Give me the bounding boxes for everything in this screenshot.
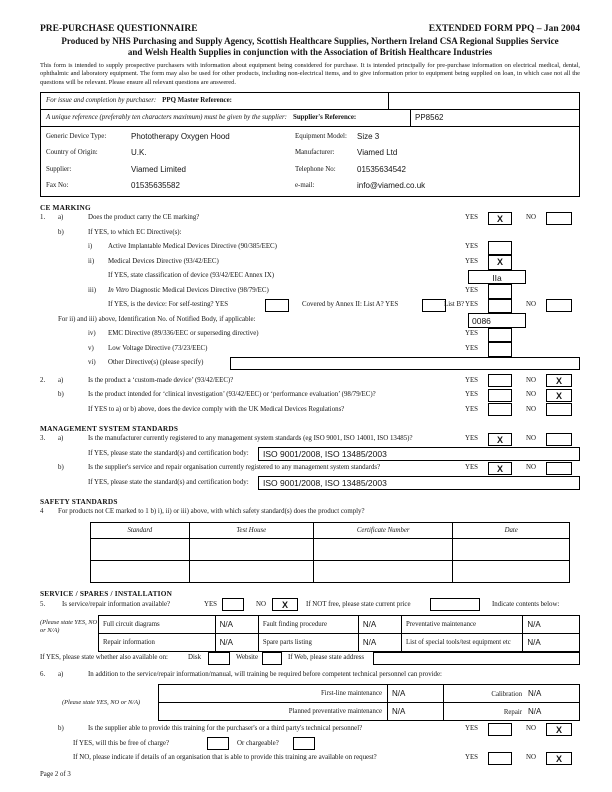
directive-ii-yes-checkbox[interactable]: X (488, 255, 512, 270)
q1a-text: Does the product carry the CE marking? (88, 214, 200, 222)
standard-cell[interactable] (91, 539, 190, 561)
spare-parts-value[interactable]: N/A (358, 633, 401, 651)
certificate-cell[interactable] (314, 539, 453, 561)
calibration-label: Calibration (491, 690, 522, 698)
q1a-no-checkbox[interactable] (546, 212, 572, 225)
telephone-label: Telephone No: (295, 165, 336, 173)
q5-text: Is service/repair information available? (62, 600, 171, 608)
free-of-charge-checkbox[interactable] (207, 737, 229, 750)
q5-contents-label: Indicate contents below: (492, 600, 560, 608)
standard-cell[interactable] (91, 561, 190, 583)
manufacturer-label: Manufacturer: (295, 149, 335, 157)
section-safety-standards: SAFETY STANDARDS (40, 496, 118, 506)
disk-checkbox[interactable] (208, 652, 230, 665)
repair-information-label: Repair information (99, 633, 216, 651)
question-1b: b) If YES, to which EC Directive(s): (58, 228, 182, 236)
classification-input[interactable]: IIa (468, 270, 526, 285)
telephone-value[interactable]: 01535634542 (357, 164, 406, 174)
q6a-text: In addition to the service/repair information/manual, will training be required before competent technical personnel can provide: (88, 670, 442, 678)
annex-lista-yes-checkbox[interactable] (422, 299, 446, 312)
special-tools-value[interactable]: N/A (523, 633, 580, 651)
question-1a: 1. a) Does the product carry the CE marking? YES X NO (40, 212, 580, 227)
ivd-detail-row: If YES, is the device: For self-testing? YES Covered by Annex II: List A? YES List B? YES NO (40, 299, 580, 314)
q6b-request-row: If NO, please indicate if details of an organisation that is able to provide this training are available on request? YES NO X (40, 752, 580, 767)
web-address-input[interactable] (373, 652, 580, 666)
preventative-maintenance-label: Preventative maintenance (402, 615, 523, 633)
directive-v-text: Low Voltage Directive (73/23/EEC) (108, 344, 208, 352)
question-5: 5. Is service/repair information available? YES NO X If NOT free, please state current price Indicate contents below: (40, 600, 560, 611)
q2b-yes-checkbox[interactable] (488, 389, 512, 402)
equipment-model-label: Equipment Model: (295, 132, 347, 140)
section-service-spares: SERVICE / SPARES / INSTALLATION (40, 589, 173, 599)
website-checkbox[interactable] (262, 652, 282, 665)
directive-v-yes-checkbox[interactable] (488, 342, 512, 357)
notified-body-row (40, 313, 580, 328)
directive-iii-text: In Vitro Diagnostic Medical Devices Directive (98/79/EC) (108, 286, 269, 294)
supplier-label: Supplier: (46, 165, 72, 173)
directive-v: v) Low Voltage Directive (73/23/EEC) YES (40, 342, 580, 357)
safety-table-header (91, 523, 570, 539)
q2a-no-checkbox[interactable]: X (546, 374, 572, 387)
directive-ii: ii) Medical Devices Directive (93/42/EEC) YES X (40, 255, 580, 270)
fax-value[interactable]: 01535635582 (131, 181, 180, 191)
notified-body-input[interactable]: 0086 (468, 313, 526, 328)
section-management-standards: MANAGEMENT SYSTEM STANDARDS (40, 423, 179, 433)
form-edition: EXTENDED FORM PPQ – Jan 2004 (428, 24, 580, 34)
generic-device-type-value[interactable]: Phototherapy Oxygen Hood (131, 131, 230, 141)
test-house-cell[interactable] (189, 561, 313, 583)
q3a-standards-row (40, 447, 580, 462)
email-label: e-mail: (295, 182, 315, 190)
email-value[interactable]: info@viamed.co.uk (357, 181, 426, 191)
question-3b: b) Is the supplier's service and repair organisation currently registered to any management system standards? YES X NO (40, 462, 580, 477)
device-info-table (40, 92, 580, 197)
col-certificate-number: Certificate Number (314, 523, 453, 539)
q5-yes-checkbox[interactable] (222, 598, 244, 611)
form-subtitle: Produced by NHS Purchasing and Supply Agency, Scottish Healthcare Supplies, Northern Ireland CSA Regional Supplies Service and Welsh Health Supplies in conjunction with the Association of British Healthcare Industries (61, 36, 559, 57)
q5-note: (Please state YES, NO or N/A) (40, 618, 98, 634)
ppq-master-label: PPQ Master Reference: (162, 97, 232, 105)
calibration-value[interactable]: N/A (528, 688, 542, 698)
free-of-charge-label: If YES, will this be free of charge? (73, 739, 170, 747)
first-line-maintenance-label: First-line maintenance (159, 684, 388, 702)
service-info-grid (40, 615, 580, 652)
directive-iii: iii) In Vitro Diagnostic Medical Devices Directive (98/79/EC) YES (40, 284, 580, 299)
question-2c: If YES to a) or b) above, does the device comply with the UK Medical Devices Regulations? YES NO (40, 403, 580, 418)
safety-table-row (91, 539, 570, 561)
directive-vi: vi) Other Directive(s) (please specify) (40, 357, 580, 372)
training-request-yes-checkbox[interactable] (488, 752, 512, 765)
q6b-charge-row (40, 737, 580, 752)
spare-parts-label: Spare parts listing (258, 633, 358, 651)
header (40, 24, 580, 34)
question-4: 4 For products not CE marked to 1 b) i), ii) or iii) above, with which safety standard(s) does the product comply? (40, 508, 365, 516)
annex-ii-text: Covered by Annex II: List A? YES (302, 301, 399, 309)
section-ce-marking: CE MARKING (40, 202, 91, 212)
disk-label: Disk (188, 654, 202, 662)
q1a-yes-checkbox[interactable]: X (488, 212, 512, 225)
q3a-standards-text: If YES, please state the standard(s) and certification body: (88, 449, 249, 457)
q6a-note: (Please state YES, NO or N/A) (62, 698, 141, 706)
planned-maintenance-label: Planned preventative maintenance (159, 702, 388, 720)
classification-row (40, 270, 580, 285)
training-grid (40, 684, 580, 721)
first-line-maintenance-value[interactable]: N/A (388, 684, 444, 702)
q2c-yes-checkbox[interactable] (488, 403, 512, 416)
device-fields (41, 127, 579, 196)
date-cell[interactable] (453, 539, 570, 561)
date-cell[interactable] (453, 561, 570, 583)
col-standard: Standard (91, 523, 190, 539)
q5-no-checkbox[interactable]: X (272, 598, 298, 611)
q2a-yes-checkbox[interactable] (488, 374, 512, 387)
question-6b: b) Is the supplier able to provide this training for the purchaser's or a third party's technical personnel? YES NO X (40, 723, 580, 738)
form-intro-paragraph: This form is intended to supply prospective purchasers with information about equipment being considered for purchase. It is intended principally for pre-purchase information on electrical medical, dental, ophthalmic and laboratory equipment. The form may also be used for other products, including non-electrical items, and to give information prior to equipment being supplied on loan, in which case not all the questions will be relevant. Please ensure all relevant questions are answered. (40, 62, 580, 86)
field-row (41, 161, 579, 178)
q3a-no-checkbox[interactable] (546, 433, 572, 446)
q1b-text: If YES, to which EC Directive(s): (88, 228, 182, 236)
page-number: Page 2 of 3 (40, 771, 71, 778)
directive-iv-yes-checkbox[interactable] (488, 328, 512, 343)
website-label: Website (236, 654, 259, 662)
self-testing-yes-checkbox[interactable] (265, 299, 289, 312)
generic-device-type-label: Generic Device Type: (46, 132, 107, 140)
web-address-label: If Web, please state address (288, 654, 365, 662)
form-title: PRE-PURCHASE QUESTIONNAIRE (40, 24, 198, 34)
q2b-no-checkbox[interactable]: X (546, 389, 572, 402)
field-row (41, 144, 579, 161)
q3a-standards-input[interactable]: ISO 9001/2008, ISO 13485/2003 (258, 447, 580, 461)
col-date: Date (453, 523, 570, 539)
question-2b: b) Is the product intended for ‘clinical investigation’ (93/42/EEC) or ‘performance evaluation’ (98/79/EC)? YES NO X (40, 389, 580, 404)
listb-no-checkbox[interactable] (546, 299, 572, 312)
training-request-label: If NO, please indicate if details of an organisation that is able to provide this training are available on request? (73, 754, 377, 762)
supplier-ref-label: Supplier's Reference: (292, 114, 357, 122)
other-directives-input[interactable] (230, 357, 580, 371)
ppq-master-row (41, 93, 579, 110)
safety-standards-table (90, 522, 570, 583)
safety-table-row (91, 561, 570, 583)
directive-i: i) Active Implantable Medical Devices Directive (90/385/EEC) YES (40, 241, 580, 256)
supplier-value[interactable]: Viamed Limited (131, 164, 186, 174)
fax-label: Fax No: (46, 182, 69, 190)
supplier-ref-input[interactable]: PP8562 (415, 113, 444, 123)
listb-label: List B? (444, 301, 465, 309)
q3b-no-checkbox[interactable] (546, 462, 572, 475)
q6b-text: Is the supplier able to provide this training for the purchaser's or a third party's technical personnel? (88, 725, 363, 733)
directive-iv: iv) EMC Directive (89/336/EEC or superseding directive) YES (40, 328, 580, 343)
classification-text: If YES, state classification of device (93/42/EEC Annex IX) (108, 272, 275, 280)
training-request-no-checkbox[interactable]: X (546, 752, 572, 765)
repair-information-value[interactable]: N/A (215, 633, 258, 651)
planned-maintenance-value[interactable]: N/A (388, 702, 444, 720)
manufacturer-value[interactable]: Viamed Ltd (357, 148, 398, 158)
full-circuit-diagrams-value[interactable]: N/A (215, 615, 258, 633)
unique-ref-note: A unique reference (preferably ten characters maximum) must be given by the supplier: (46, 114, 287, 122)
repair-label: Repair (503, 708, 522, 716)
repair-value[interactable]: N/A (528, 706, 542, 716)
fault-finding-label: Fault finding procedure (258, 615, 358, 633)
listb-yes-checkbox[interactable] (488, 299, 512, 314)
q3a-text: Is the manufacturer currently registered to any management system standards (eg ISO 9001, ISO 14001, ISO 13485)? (88, 435, 413, 443)
q4-text: For products not CE marked to 1 b) i), ii) or iii) above, with which safety standard(s) does the product comply? (58, 508, 365, 516)
q6b-yes-checkbox[interactable] (488, 723, 512, 736)
self-testing-text: If YES, is the device: For self-testing? YES (108, 301, 229, 309)
chargeable-label: Or chargeable? (237, 739, 279, 747)
q2a-text: Is the product a ‘custom-made device’ (93/42/EEC)? (88, 376, 234, 384)
special-tools-label: List of special tools/test equipment etc (402, 633, 523, 651)
directive-vi-text: Other Directive(s) (please specify) (108, 359, 204, 367)
col-test-house: Test House (189, 523, 313, 539)
q5-availability-row (40, 652, 580, 667)
q3b-standards-row (40, 476, 580, 491)
q3b-text: Is the supplier's service and repair organisation currently registered to any management system standards? (88, 464, 381, 472)
directive-iii-yes-checkbox[interactable] (488, 284, 512, 299)
field-row (41, 128, 579, 145)
equipment-model-value[interactable]: Size 3 (357, 131, 380, 141)
q3a-yes-checkbox[interactable]: X (488, 433, 512, 446)
preventative-maintenance-value[interactable]: N/A (523, 615, 580, 633)
q5-price-label: If NOT free, please state current price (306, 600, 411, 608)
training-grid-row (159, 684, 580, 702)
ppq-master-input[interactable] (389, 93, 579, 109)
q3b-yes-checkbox[interactable]: X (488, 462, 512, 475)
chargeable-checkbox[interactable] (293, 737, 315, 750)
question-2a: 2. a) Is the product a ‘custom-made device’ (93/42/EEC)? YES NO X (40, 374, 580, 389)
q2c-text: If YES to a) or b) above, does the device comply with the UK Medical Devices Regulations? (88, 405, 345, 413)
certificate-cell[interactable] (314, 561, 453, 583)
q3b-standards-input[interactable]: ISO 9001/2008, ISO 13485/2003 (258, 476, 580, 490)
fault-finding-value[interactable]: N/A (358, 615, 401, 633)
training-grid-row (159, 702, 580, 720)
q2b-text: Is the product intended for ‘clinical investigation’ (93/42/EEC) or ‘performance evaluation’ (98/79/EC)? (88, 391, 376, 399)
directive-iv-text: EMC Directive (89/336/EEC or superseding directive) (108, 330, 259, 338)
directive-i-yes-checkbox[interactable] (488, 241, 512, 256)
country-of-origin-label: Country of Origin: (46, 149, 98, 157)
service-grid-row (99, 615, 580, 633)
q2c-no-checkbox[interactable] (546, 403, 572, 416)
field-row (41, 177, 579, 194)
q5-price-input[interactable] (430, 598, 480, 611)
supplier-ref-row (41, 110, 579, 127)
availability-label: If YES, please state whether also available on: (40, 654, 168, 662)
full-circuit-diagrams-label: Full circuit diagrams (99, 615, 216, 633)
directive-i-text: Active Implantable Medical Devices Directive (90/385/EEC) (108, 243, 277, 251)
question-3a: 3. a) Is the manufacturer currently registered to any management system standards (eg ISO 9001, ISO 14001, ISO 13485)? YES X NO (40, 433, 580, 448)
directive-ii-text: Medical Devices Directive (93/42/EEC) (108, 257, 219, 265)
question-6a: 6. a) In addition to the service/repair information/manual, will training be required before competent technical personnel can provide: (40, 670, 442, 678)
service-grid-row (99, 633, 580, 651)
test-house-cell[interactable] (189, 539, 313, 561)
q6b-no-checkbox[interactable]: X (546, 723, 572, 736)
q3b-standards-text: If YES, please state the standard(s) and certification body: (88, 478, 249, 486)
notified-body-text: For ii) and iii) above, Identification No. of Notified Body, if applicable: (58, 315, 256, 323)
country-of-origin-value[interactable]: U.K. (131, 148, 147, 158)
purchaser-note: For issue and completion by purchaser: (46, 97, 157, 105)
